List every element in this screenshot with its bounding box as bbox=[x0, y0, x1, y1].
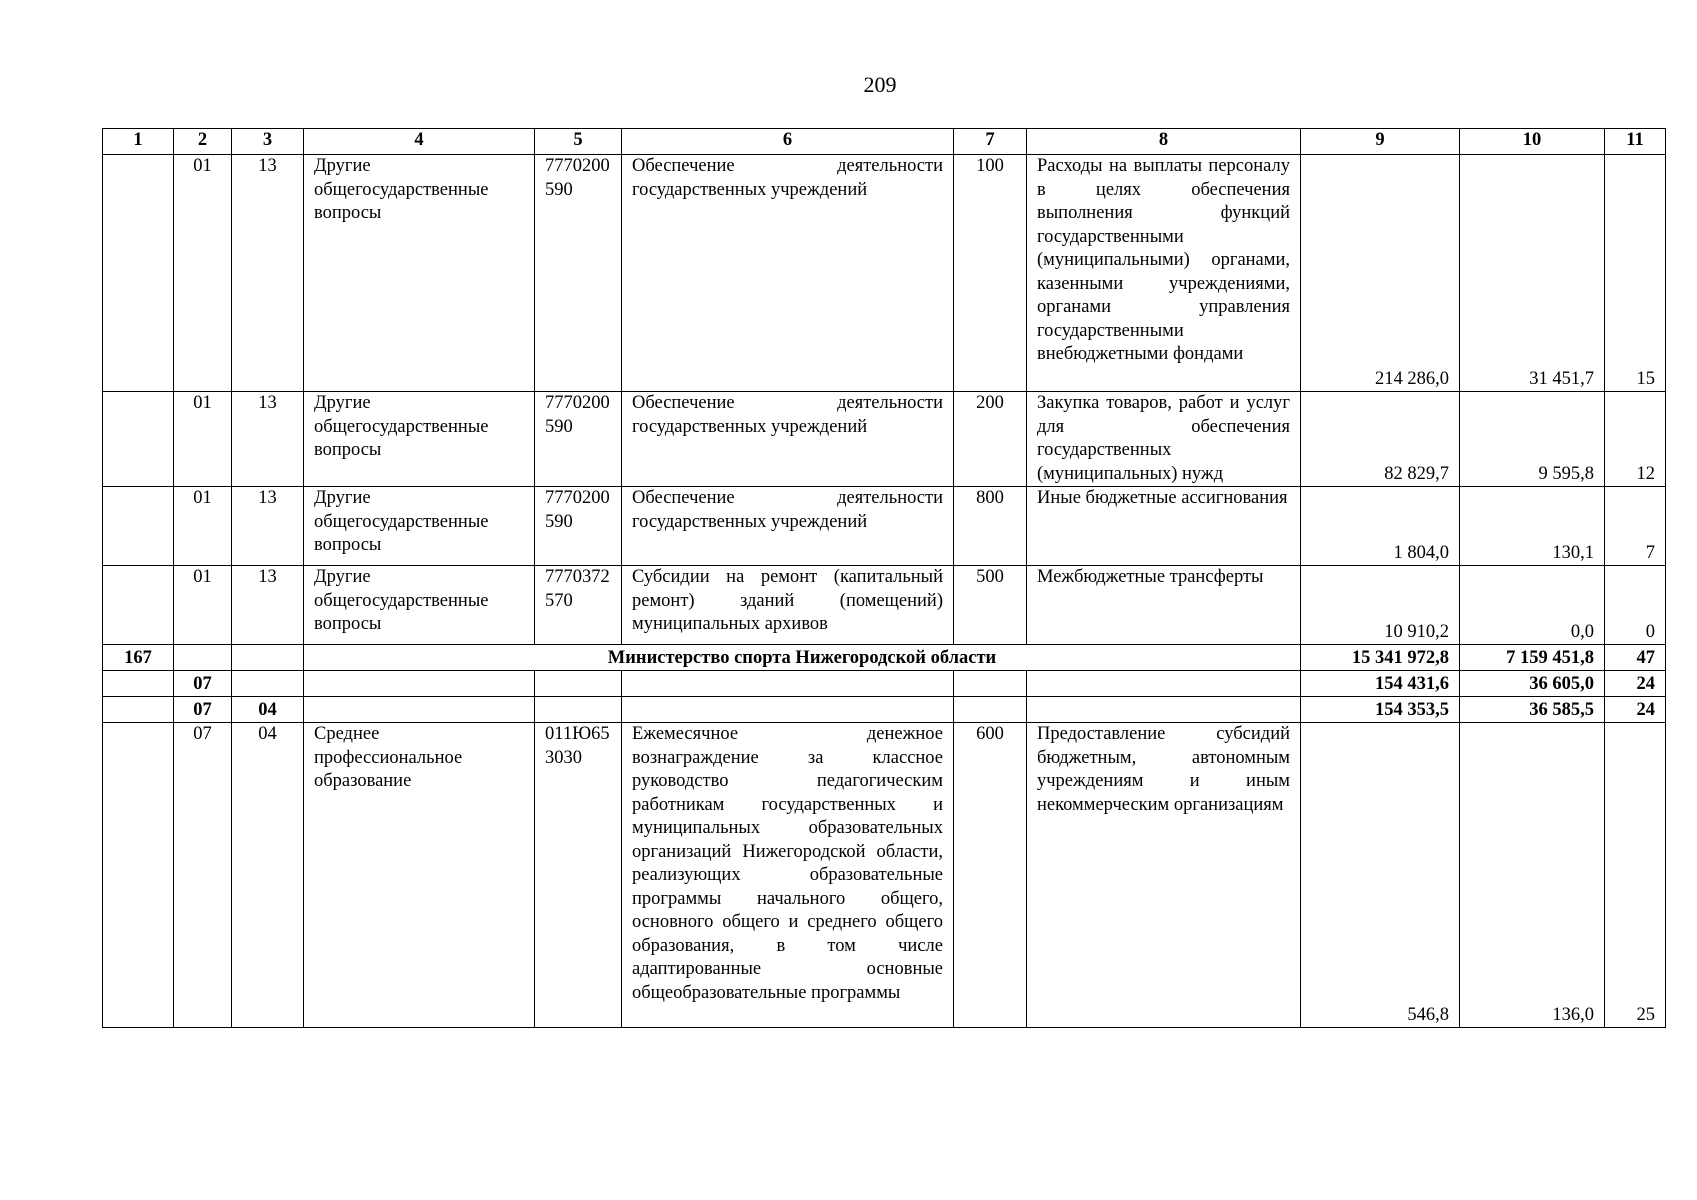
cell-expense-type: 200 bbox=[954, 392, 1027, 487]
cell-plan: 546,8 bbox=[1301, 723, 1460, 1028]
table-row bbox=[103, 155, 1666, 392]
header-col-9: 9 bbox=[1301, 129, 1460, 155]
cell-percent: 24 bbox=[1605, 697, 1666, 723]
cell-subsection-name bbox=[304, 697, 535, 723]
ministry-row bbox=[103, 645, 1666, 671]
header-col-6: 6 bbox=[622, 129, 954, 155]
header-col-1: 1 bbox=[103, 129, 174, 155]
cell-percent: 24 bbox=[1605, 671, 1666, 697]
cell-expense-type bbox=[954, 671, 1027, 697]
cell-expense-name: Иные бюджетные ассигнования bbox=[1027, 487, 1301, 566]
cell-target-name bbox=[622, 671, 954, 697]
cell-target-code bbox=[535, 671, 622, 697]
cell-section: 01 bbox=[174, 487, 232, 566]
page-number: 209 bbox=[863, 72, 897, 97]
cell-subsection: 04 bbox=[232, 723, 304, 1028]
cell-subsection-name: Среднее профессиональное образование bbox=[304, 723, 535, 1028]
cell-col-1 bbox=[103, 487, 174, 566]
cell-subsection-name: Другие общегосударственные вопросы bbox=[304, 392, 535, 487]
cell-expense-name: Расходы на выплаты персоналу в целях обеспечения выполнения функций государственными (муниципальными) органами, казенными учреждениями, органами управления государственными внебюджетными фондами bbox=[1027, 155, 1301, 392]
table-row bbox=[103, 723, 1666, 1028]
cell-expense-name: Предоставление субсидий бюджетным, автономным учреждениям и иным некоммерческим организациям bbox=[1027, 723, 1301, 1028]
cell-expense-type: 100 bbox=[954, 155, 1027, 392]
cell-target-name: Ежемесячное денежное вознаграждение за классное руководство педагогическим работникам государственных и муниципальных образовательных организаций Нижегородской области, реализующих образовательные программы начального общего, основного общего и среднего общего образования, в том числе адаптированные основные общеобразовательные программы bbox=[622, 723, 954, 1028]
cell-plan: 15 341 972,8 bbox=[1301, 645, 1460, 671]
cell-expense-name: Межбюджетные трансферты bbox=[1027, 566, 1301, 645]
cell-plan: 10 910,2 bbox=[1301, 566, 1460, 645]
cell-percent: 12 bbox=[1605, 392, 1666, 487]
cell-actual: 7 159 451,8 bbox=[1460, 645, 1605, 671]
cell-col-1 bbox=[103, 155, 174, 392]
cell-section: 07 bbox=[174, 697, 232, 723]
cell-percent: 47 bbox=[1605, 645, 1666, 671]
cell-subsection: 13 bbox=[232, 155, 304, 392]
cell-section bbox=[174, 645, 232, 671]
table-row bbox=[103, 487, 1666, 566]
cell-percent: 15 bbox=[1605, 155, 1666, 392]
header-col-5: 5 bbox=[535, 129, 622, 155]
cell-section: 07 bbox=[174, 671, 232, 697]
cell-plan: 154 431,6 bbox=[1301, 671, 1460, 697]
header-col-4: 4 bbox=[304, 129, 535, 155]
cell-target-code: 7770200590 bbox=[535, 392, 622, 487]
cell-subsection-name: Другие общегосударственные вопросы bbox=[304, 487, 535, 566]
cell-target-name bbox=[622, 697, 954, 723]
cell-expense-name bbox=[1027, 697, 1301, 723]
header-col-8: 8 bbox=[1027, 129, 1301, 155]
cell-actual: 0,0 bbox=[1460, 566, 1605, 645]
header-col-7: 7 bbox=[954, 129, 1027, 155]
cell-actual: 130,1 bbox=[1460, 487, 1605, 566]
section-row bbox=[103, 671, 1666, 697]
cell-col-1 bbox=[103, 671, 174, 697]
cell-actual: 36 605,0 bbox=[1460, 671, 1605, 697]
header-col-3: 3 bbox=[232, 129, 304, 155]
cell-col-1 bbox=[103, 392, 174, 487]
cell-expense-type: 800 bbox=[954, 487, 1027, 566]
header-col-10: 10 bbox=[1460, 129, 1605, 155]
cell-plan: 154 353,5 bbox=[1301, 697, 1460, 723]
cell-actual: 136,0 bbox=[1460, 723, 1605, 1028]
cell-target-name: Обеспечение деятельности государственных учреждений bbox=[622, 155, 954, 392]
cell-section: 07 bbox=[174, 723, 232, 1028]
cell-col-1 bbox=[103, 697, 174, 723]
cell-plan: 1 804,0 bbox=[1301, 487, 1460, 566]
cell-subsection bbox=[232, 671, 304, 697]
cell-percent: 0 bbox=[1605, 566, 1666, 645]
cell-col-1 bbox=[103, 723, 174, 1028]
cell-col-1 bbox=[103, 566, 174, 645]
cell-subsection-name: Другие общегосударственные вопросы bbox=[304, 566, 535, 645]
cell-target-code bbox=[535, 697, 622, 723]
cell-expense-type bbox=[954, 697, 1027, 723]
cell-target-name: Субсидии на ремонт (капитальный ремонт) зданий (помещений) муниципальных архивов bbox=[622, 566, 954, 645]
cell-section: 01 bbox=[174, 392, 232, 487]
table-row bbox=[103, 566, 1666, 645]
header-col-11: 11 bbox=[1605, 129, 1666, 155]
cell-subsection: 13 bbox=[232, 392, 304, 487]
cell-actual: 36 585,5 bbox=[1460, 697, 1605, 723]
subsection-row bbox=[103, 697, 1666, 723]
cell-expense-name bbox=[1027, 671, 1301, 697]
cell-subsection-name bbox=[304, 671, 535, 697]
cell-target-code: 7770200590 bbox=[535, 155, 622, 392]
cell-target-code: 7770200590 bbox=[535, 487, 622, 566]
ministry-title: Министерство спорта Нижегородской области bbox=[304, 645, 1301, 671]
cell-target-code: 011Ю653030 bbox=[535, 723, 622, 1028]
cell-target-name: Обеспечение деятельности государственных учреждений bbox=[622, 487, 954, 566]
header-row bbox=[103, 129, 1666, 155]
cell-subsection bbox=[232, 645, 304, 671]
cell-percent: 25 bbox=[1605, 723, 1666, 1028]
table-row bbox=[103, 392, 1666, 487]
cell-subsection: 13 bbox=[232, 487, 304, 566]
cell-subsection-name: Другие общегосударственные вопросы bbox=[304, 155, 535, 392]
cell-target-name: Обеспечение деятельности государственных учреждений bbox=[622, 392, 954, 487]
cell-expense-type: 600 bbox=[954, 723, 1027, 1028]
budget-table bbox=[102, 128, 1666, 1028]
cell-subsection: 04 bbox=[232, 697, 304, 723]
cell-actual: 9 595,8 bbox=[1460, 392, 1605, 487]
cell-percent: 7 bbox=[1605, 487, 1666, 566]
cell-target-code: 7770372570 bbox=[535, 566, 622, 645]
cell-ministry-code: 167 bbox=[103, 645, 174, 671]
cell-section: 01 bbox=[174, 155, 232, 392]
cell-subsection: 13 bbox=[232, 566, 304, 645]
header-col-2: 2 bbox=[174, 129, 232, 155]
cell-section: 01 bbox=[174, 566, 232, 645]
cell-actual: 31 451,7 bbox=[1460, 155, 1605, 392]
cell-expense-type: 500 bbox=[954, 566, 1027, 645]
cell-expense-name: Закупка товаров, работ и услуг для обеспечения государственных (муниципальных) нужд bbox=[1027, 392, 1301, 487]
cell-plan: 82 829,7 bbox=[1301, 392, 1460, 487]
cell-plan: 214 286,0 bbox=[1301, 155, 1460, 392]
